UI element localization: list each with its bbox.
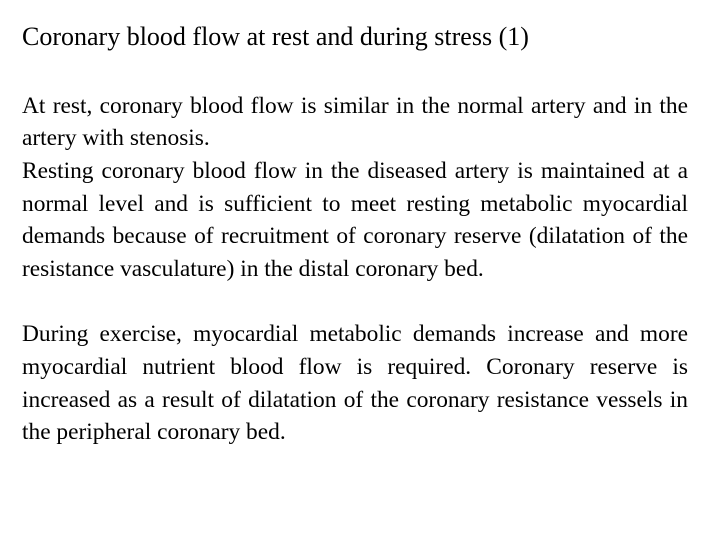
slide-title: Coronary blood flow at rest and during stress (1) <box>22 22 529 51</box>
paragraph-exercise: During exercise, myocardial metabolic demands increase and more myocardial nutrient blood flow is required. Coronary reserve is increased as a result of dilatation of the coronary resistance vessels in the peripheral coronary bed. <box>22 321 688 446</box>
paragraph-resting-diseased-artery: Resting coronary blood flow in the diseased artery is maintained at a normal level and is sufficient to meet resting metabolic myocardial demands because of recruitment of coronary reserve (dilatation of the resistance vasculature) in the distal coronary bed. <box>22 157 688 282</box>
paragraph-rest-flow: At rest, coronary blood flow is similar in the normal artery and in the artery with stenosis. <box>22 92 688 152</box>
slide-content <box>22 20 688 449</box>
